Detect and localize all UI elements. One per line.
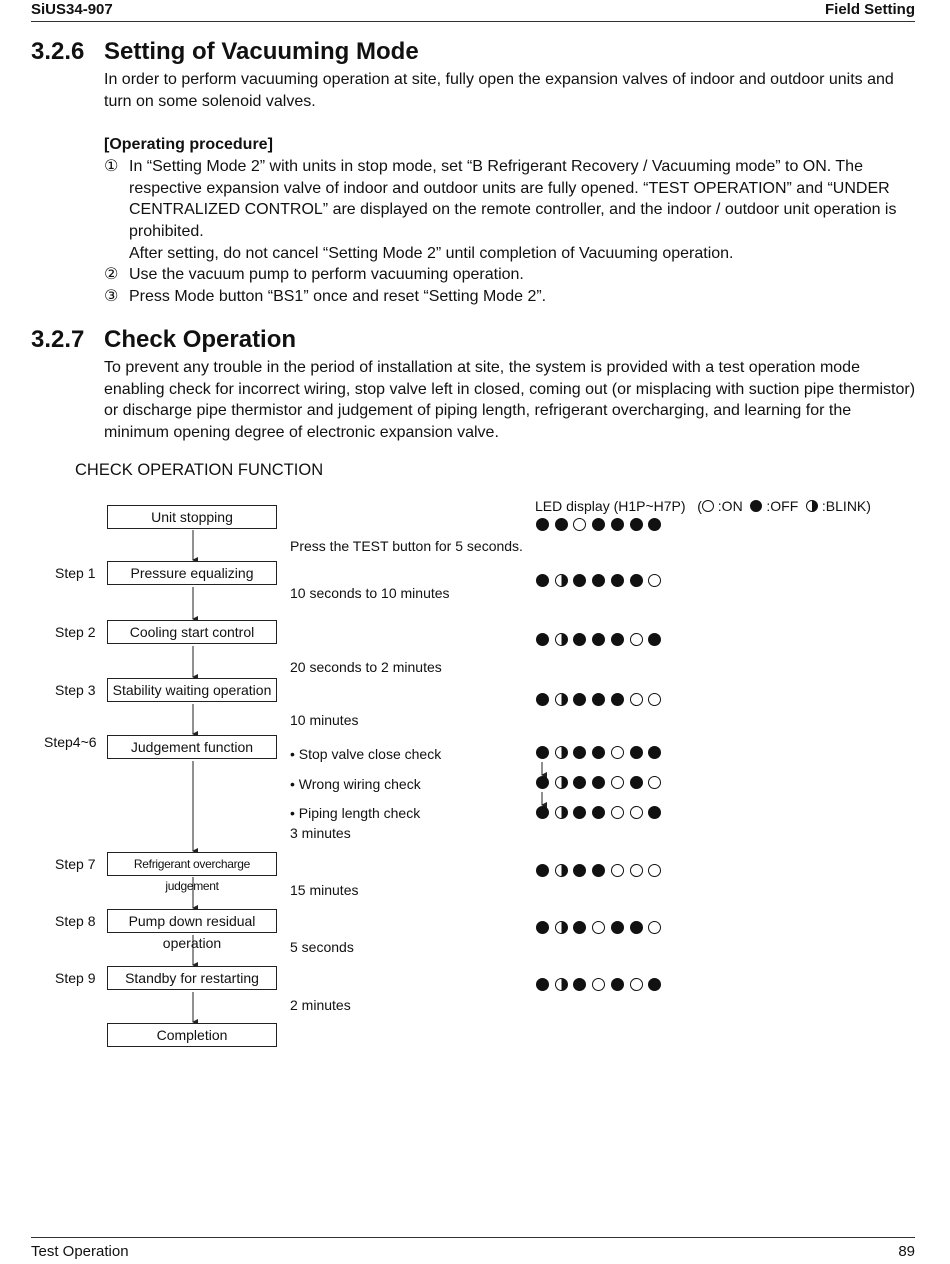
- step-label: Step 1: [55, 565, 96, 581]
- led-off-icon: [592, 776, 605, 789]
- check-stop-valve: • Stop valve close check: [290, 746, 442, 762]
- led-off-icon: [611, 633, 624, 646]
- section-327-number: 3.2.7: [31, 326, 85, 353]
- check-wrong-wiring: • Wrong wiring check: [290, 776, 421, 792]
- step-label: Step4~6: [44, 734, 97, 750]
- legend-on: :ON: [717, 498, 743, 514]
- led-on-icon: [630, 864, 643, 877]
- led-blink-icon: [555, 776, 568, 789]
- led-off-icon: [630, 518, 643, 531]
- check-piping-length: • Piping length check: [290, 805, 421, 821]
- flow-box-refrigerant-overcharge: Refrigerant overcharge judgement: [107, 852, 277, 876]
- led-off-icon: [536, 633, 549, 646]
- led-off-icon: [630, 776, 643, 789]
- led-off-icon: [630, 746, 643, 759]
- step-label: Step 2: [55, 624, 96, 640]
- step-number: ①: [104, 158, 119, 175]
- led-off-icon: [536, 806, 549, 819]
- led-off-icon: [611, 574, 624, 587]
- duration-note: 15 minutes: [290, 882, 359, 898]
- led-blink-icon: [555, 864, 568, 877]
- footer-rule: [31, 1237, 915, 1238]
- procedure-heading: [Operating procedure]: [104, 136, 273, 153]
- led-off-icon: [611, 693, 624, 706]
- led-off-icon: [555, 518, 568, 531]
- led-on-icon: [630, 693, 643, 706]
- led-blink-icon: [555, 806, 568, 819]
- duration-note: 10 seconds to 10 minutes: [290, 585, 450, 601]
- legend-off: :OFF: [766, 498, 799, 514]
- led-off-icon: [592, 574, 605, 587]
- led-blink-icon: [555, 746, 568, 759]
- led-off-icon: [536, 978, 549, 991]
- duration-note: 2 minutes: [290, 997, 351, 1013]
- step-text: In “Setting Mode 2” with units in stop mode, set “B Refrigerant Recovery / Vacuuming mode” to ON. The respective expansion valve of indoor and outdoor units are fully opened. “TEST OPERATION” and “UNDER CENTRALIZED CONTROL” are displayed on the remote controller, and the indoor / outdoor unit operation is prohibited.: [129, 158, 897, 241]
- led-off-icon: [536, 574, 549, 587]
- step-label: Step 8: [55, 913, 96, 929]
- flow-box-pump-down-residual: Pump down residual operation: [107, 909, 277, 933]
- step-text: Press Mode button “BS1” once and reset “Setting Mode 2”.: [129, 288, 547, 305]
- led-on-icon: [630, 633, 643, 646]
- step-number: ③: [104, 288, 119, 305]
- led-off-icon: [536, 746, 549, 759]
- flow-box-cooling-start-control: Cooling start control: [107, 620, 277, 644]
- flow-box-standby-restarting: Standby for restarting: [107, 966, 277, 990]
- step-label: Step 3: [55, 682, 96, 698]
- step-text: Use the vacuum pump to perform vacuuming operation.: [129, 266, 524, 283]
- led-off-icon: [536, 693, 549, 706]
- step-number: ②: [104, 266, 119, 283]
- flow-box-completion: Completion: [107, 1023, 277, 1047]
- section-326-number: 3.2.6: [31, 38, 85, 65]
- duration-note: 10 minutes: [290, 712, 359, 728]
- led-on-icon: [592, 921, 605, 934]
- footer-chapter: Test Operation: [31, 1243, 129, 1260]
- duration-note: 3 minutes: [290, 825, 351, 841]
- led-off-icon: [536, 921, 549, 934]
- led-on-icon: [611, 746, 624, 759]
- led-off-icon: [536, 518, 549, 531]
- led-legend: LED display (H1P~H7P) ( :ON :OFF :BLINK): [535, 498, 871, 514]
- led-off-icon: [592, 864, 605, 877]
- flow-box-unit-stopping: Unit stopping: [107, 505, 277, 529]
- step-label: Step 7: [55, 856, 96, 872]
- flow-box-pressure-equalizing: Pressure equalizing: [107, 561, 277, 585]
- led-off-icon: [592, 806, 605, 819]
- legend-label: LED display (H1P~H7P): [535, 498, 686, 514]
- led-blink-icon: [555, 633, 568, 646]
- step-label: Step 9: [55, 970, 96, 986]
- header-section: Field Setting: [825, 1, 915, 18]
- led-off-icon: [630, 574, 643, 587]
- led-blink-icon: [555, 978, 568, 991]
- led-off-icon: [592, 633, 605, 646]
- led-off-icon: [611, 978, 624, 991]
- section-326-intro: In order to perform vacuuming operation at site, fully open the expansion valves of indoor and outdoor units and turn on some solenoid valves.: [104, 71, 894, 110]
- duration-note: 20 seconds to 2 minutes: [290, 659, 442, 675]
- duration-note: 5 seconds: [290, 939, 354, 955]
- led-off-icon: [536, 864, 549, 877]
- led-off-icon: [611, 518, 624, 531]
- led-blink-icon: [555, 693, 568, 706]
- page-number: 89: [898, 1243, 915, 1260]
- led-on-icon: [630, 978, 643, 991]
- flow-box-stability-waiting: Stability waiting operation: [107, 678, 277, 702]
- led-blink-icon: [555, 574, 568, 587]
- led-on-icon: [611, 776, 624, 789]
- section-327-intro: To prevent any trouble in the period of installation at site, the system is provided with a test operation mode enabling check for incorrect wiring, stop valve left in closed, coming out (or misplacing with suction pipe thermistor) or discharge pipe thermistor and judgement of piping length, refrigerant overcharging, and learning for the minimum opening degree of electronic expansion valve.: [104, 359, 916, 442]
- duration-note: Press the TEST button for 5 seconds.: [290, 538, 523, 554]
- led-on-icon: [592, 978, 605, 991]
- led-off-icon: [592, 746, 605, 759]
- section-327-title: Check Operation: [104, 326, 297, 353]
- led-off-icon: [536, 776, 549, 789]
- led-on-icon: [611, 806, 624, 819]
- led-blink-icon: [555, 921, 568, 934]
- diagram-title: CHECK OPERATION FUNCTION: [75, 461, 324, 479]
- flow-box-judgement-function: Judgement function: [107, 735, 277, 759]
- led-on-icon: [630, 806, 643, 819]
- led-off-icon: [592, 693, 605, 706]
- header-doc-code: SiUS34-907: [31, 1, 113, 18]
- led-off-icon: [630, 921, 643, 934]
- step-extra: After setting, do not cancel “Setting Mode 2” until completion of Vacuuming operation.: [129, 244, 734, 262]
- led-off-icon: [611, 921, 624, 934]
- section-326-title: Setting of Vacuuming Mode: [104, 38, 419, 65]
- led-on-icon: [611, 864, 624, 877]
- legend-blink: :BLINK: [821, 498, 867, 514]
- led-off-icon: [592, 518, 605, 531]
